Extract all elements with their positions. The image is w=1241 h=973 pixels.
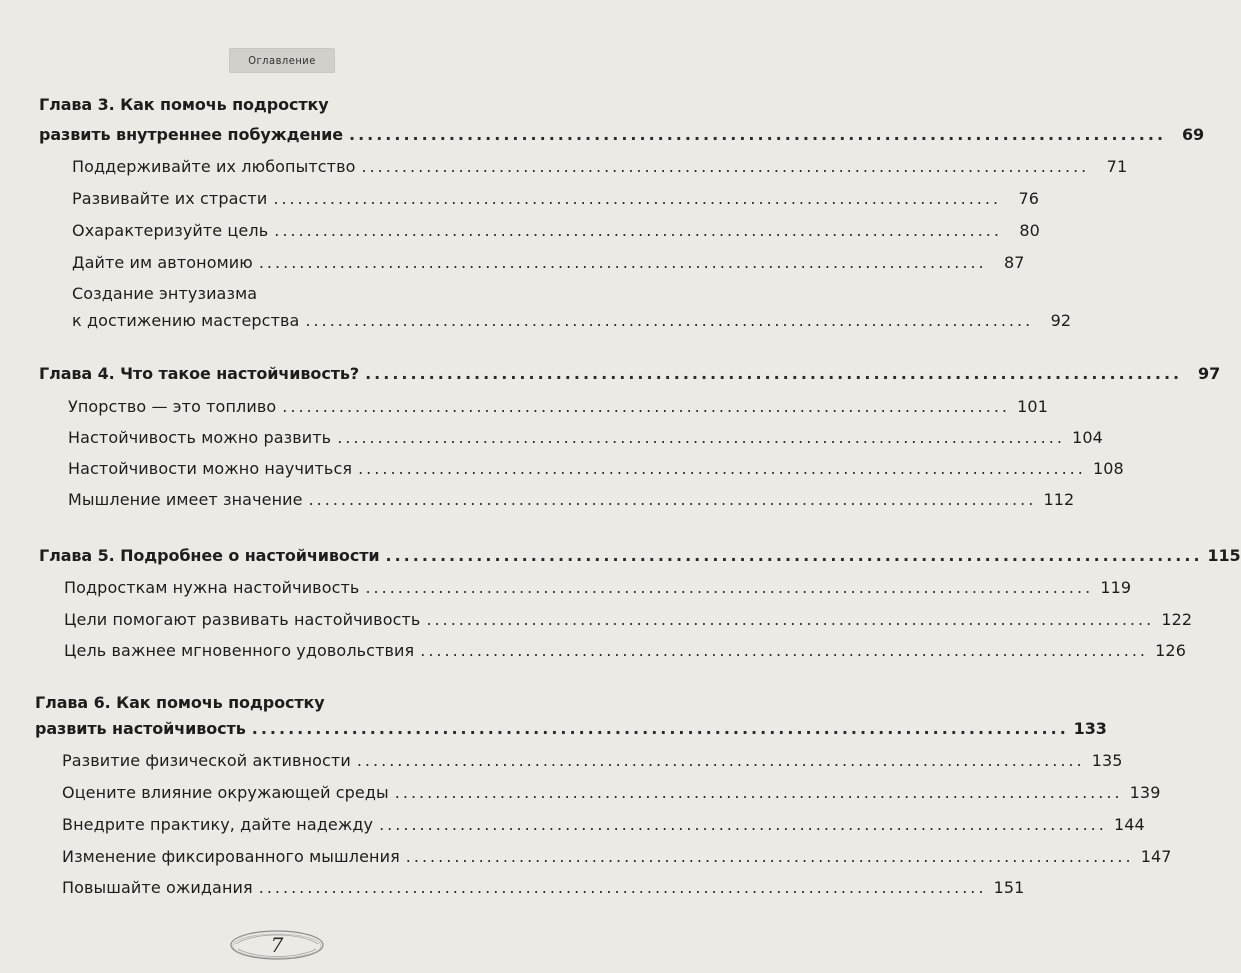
- leader-dots: ..........................................................................................: [273, 189, 1002, 208]
- leader-dots: ..........................................................................................: [379, 815, 1107, 834]
- leader-dots: ..........................................................................................: [385, 546, 1203, 565]
- leader-dots: ..........................................................................................: [361, 157, 1090, 176]
- section-title: Поддерживайте их любопытство: [72, 157, 356, 176]
- section-title: Настойчивости можно научиться: [68, 459, 353, 478]
- section-page: 92: [1050, 311, 1072, 330]
- leader-dots: ..........................................................................................: [358, 459, 1086, 478]
- section-title: Охарактеризуйте цель: [72, 221, 269, 240]
- section-page: 144: [1113, 815, 1145, 834]
- section-page: 139: [1129, 783, 1161, 802]
- section-page: 147: [1140, 847, 1172, 866]
- section-title: Повышайте ожидания: [62, 878, 253, 897]
- section-page: 80: [1019, 221, 1040, 240]
- chapter-4-section-2[interactable]: [68, 428, 1103, 447]
- leader-dots: ..........................................................................................: [337, 428, 1065, 447]
- chapter-4-section-1[interactable]: [68, 397, 1048, 416]
- chapter-4-section-4[interactable]: [68, 490, 1075, 509]
- chapter-6-page: 133: [1073, 719, 1107, 738]
- chapter-5-page: 115: [1207, 546, 1241, 565]
- chapter-6-title-line-1: Глава 6. Как помочь подростку: [35, 693, 325, 712]
- leader-dots: ..........................................................................................: [365, 364, 1183, 383]
- section-title: Цель важнее мгновенного удовольствия: [64, 641, 415, 660]
- leader-dots: ..........................................................................................: [420, 641, 1148, 660]
- chapter-3-page: 69: [1181, 125, 1205, 144]
- chapter-4-page: 97: [1198, 364, 1221, 383]
- leader-dots: ..........................................................................................: [308, 490, 1037, 509]
- chapter-3-title-line-2: развить внутреннее побуждение: [39, 125, 343, 144]
- section-title: Подросткам нужна настойчивость: [64, 578, 360, 597]
- chapter-6-section-2[interactable]: [62, 783, 1161, 802]
- chapter-6-section-1[interactable]: [62, 751, 1123, 770]
- leader-dots: ..........................................................................................: [394, 783, 1123, 802]
- section-title: к достижению мастерства: [72, 311, 300, 330]
- chapter-3-section-2[interactable]: [72, 189, 1040, 208]
- section-page: 71: [1106, 157, 1128, 176]
- chapter-6-section-4[interactable]: [62, 847, 1172, 866]
- chapter-4-section-3[interactable]: [68, 459, 1124, 478]
- section-page: 112: [1043, 490, 1075, 509]
- section-page: 151: [993, 878, 1025, 897]
- chapter-3-section-5[interactable]: [72, 311, 1072, 330]
- leader-dots: ..........................................................................................: [251, 719, 1069, 738]
- section-title: Дайте им автономию: [72, 253, 253, 272]
- page-number: 7: [270, 933, 284, 957]
- section-title: Изменение фиксированного мышления: [62, 847, 400, 866]
- leader-dots: ..........................................................................................: [282, 397, 1010, 416]
- chapter-6-section-3[interactable]: [62, 815, 1145, 834]
- leader-dots: ..........................................................................................: [258, 253, 987, 272]
- chapter-5-entry[interactable]: [39, 546, 1241, 565]
- leader-dots: ..........................................................................................: [365, 578, 1094, 597]
- section-page: 108: [1092, 459, 1124, 478]
- section-page: 87: [1004, 253, 1025, 272]
- section-title: Цели помогают развивать настойчивость: [64, 610, 421, 629]
- leader-dots: ..........................................................................................: [356, 751, 1085, 770]
- chapter-5-section-3[interactable]: [64, 641, 1186, 660]
- chapter-3-section-3[interactable]: [72, 221, 1040, 240]
- section-title: Мышление имеет значение: [68, 490, 303, 509]
- chapter-3-section-1[interactable]: [72, 157, 1128, 176]
- leader-dots: ..........................................................................................: [405, 847, 1134, 866]
- section-page: 119: [1100, 578, 1132, 597]
- chapter-6-title-line-2: развить настойчивость: [35, 719, 246, 738]
- leader-dots: ..........................................................................................: [305, 311, 1034, 330]
- section-title: Развитие физической активности: [62, 751, 351, 770]
- leader-dots: ..........................................................................................: [426, 610, 1155, 629]
- section-title: Внедрите практику, дайте надежду: [62, 815, 374, 834]
- chapter-3-title-line-1: Глава 3. Как помочь подростку: [39, 95, 329, 114]
- chapter-4-entry[interactable]: [39, 364, 1221, 383]
- leader-dots: ..........................................................................................: [274, 221, 1002, 240]
- chapter-5-section-1[interactable]: [64, 578, 1132, 597]
- chapter-3-entry[interactable]: [39, 125, 1205, 144]
- chapter-6-section-5[interactable]: [62, 878, 1025, 897]
- section-title: Упорство — это топливо: [68, 397, 277, 416]
- chapter-5-section-2[interactable]: [64, 610, 1193, 629]
- chapter-6-entry[interactable]: [35, 719, 1107, 738]
- section-page: 122: [1161, 610, 1193, 629]
- chapter-3-section-5-line-1: Создание энтузиазма: [72, 284, 258, 303]
- section-title: Оцените влияние окружающей среды: [62, 783, 389, 802]
- section-page: 104: [1072, 428, 1103, 447]
- section-page: 126: [1155, 641, 1186, 660]
- section-title: Развивайте их страсти: [72, 189, 268, 208]
- chapter-4-title: Глава 4. Что такое настойчивость?: [39, 364, 360, 383]
- header-label-text: Оглавление: [248, 54, 316, 67]
- section-page: 76: [1018, 189, 1040, 208]
- leader-dots: ..........................................................................................: [348, 125, 1167, 144]
- section-page: 135: [1091, 751, 1123, 770]
- section-page: 101: [1017, 397, 1048, 416]
- section-title: Настойчивость можно развить: [68, 428, 332, 447]
- page-number-ornament: [228, 925, 326, 965]
- chapter-3-section-4[interactable]: [72, 253, 1025, 272]
- chapter-5-title: Глава 5. Подробнее о настойчивости: [39, 546, 380, 565]
- leader-dots: ..........................................................................................: [258, 878, 987, 897]
